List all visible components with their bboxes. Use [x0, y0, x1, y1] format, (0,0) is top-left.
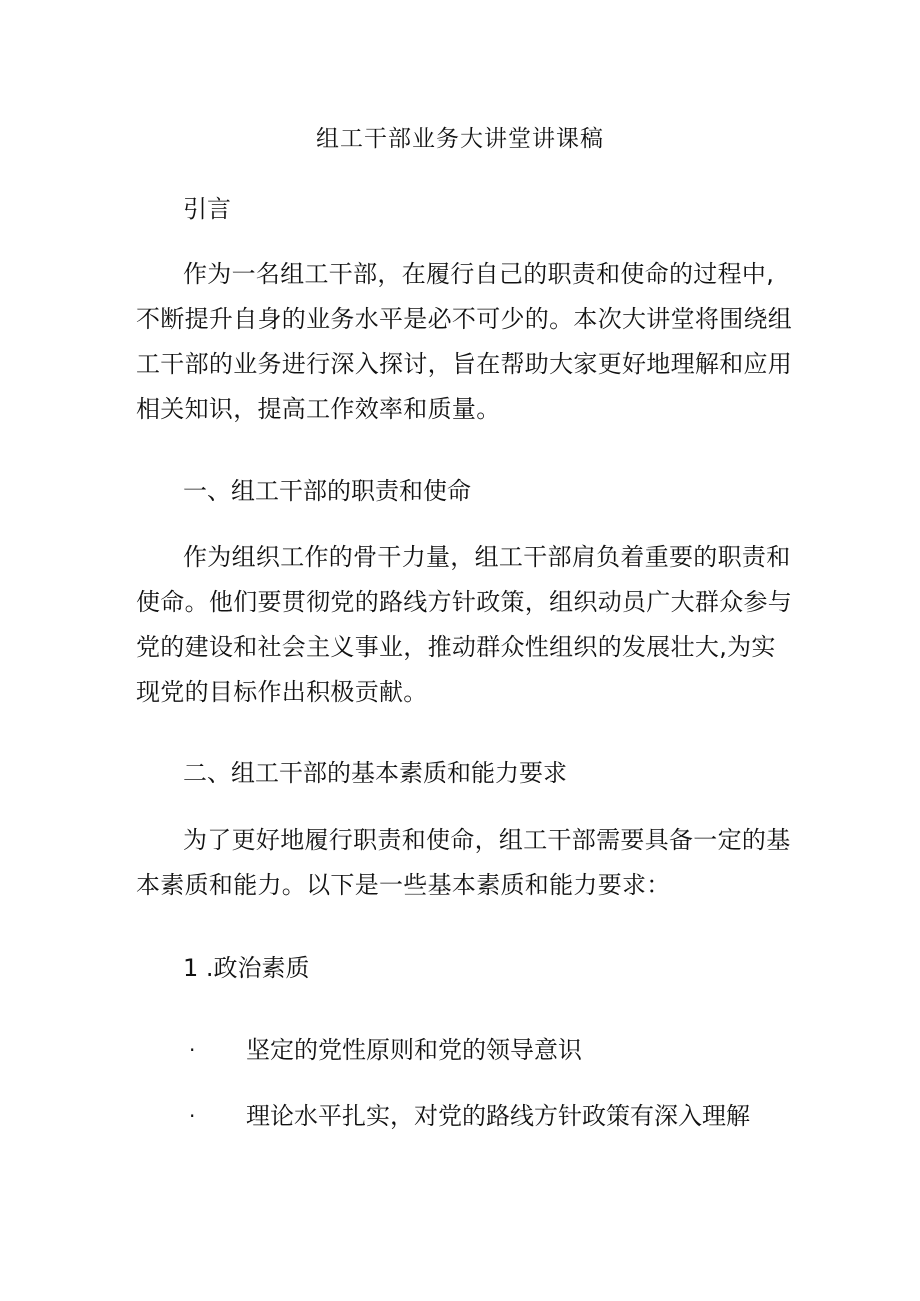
section2-paragraph: 为了更好地履行职责和使命，组工干部需要具备一定的基本素质和能力。以下是一些基本素质和能力要求：: [136, 826, 791, 899]
subsection1-heading: 1 .政治素质: [183, 954, 310, 982]
intro-heading: 引言: [183, 195, 231, 223]
section1-paragraph: 作为组织工作的骨干力量，组工干部肩负着重要的职责和使命。他们要贯彻党的路线方针政策，组织动员广大群众参与党的建设和社会主义事业，推动群众性组织的发展壮大,为实现党的目标作出积极贡献。: [136, 543, 793, 706]
section1-heading: 一、组工干部的职责和使命: [183, 477, 471, 505]
bullet-marker: ·: [189, 1038, 196, 1062]
bullet-item-text: 理论水平扎实，对党的路线方针政策有深入理解: [246, 1102, 750, 1130]
bullet-marker: ·: [189, 1104, 196, 1128]
bullet-item-text: 坚定的党性原则和党的领导意识: [246, 1036, 582, 1064]
section2-heading: 二、组工干部的基本素质和能力要求: [183, 759, 567, 787]
intro-paragraph: 作为一名组工干部，在履行自己的职责和使命的过程中,不断提升自身的业务水平是必不可少的。本次大讲堂将围绕组工干部的业务进行深入探讨，旨在帮助大家更好地理解和应用相关知识，提高工作效率和质量。: [136, 260, 793, 423]
document-title: 组工干部业务大讲堂讲课稿: [316, 126, 604, 152]
